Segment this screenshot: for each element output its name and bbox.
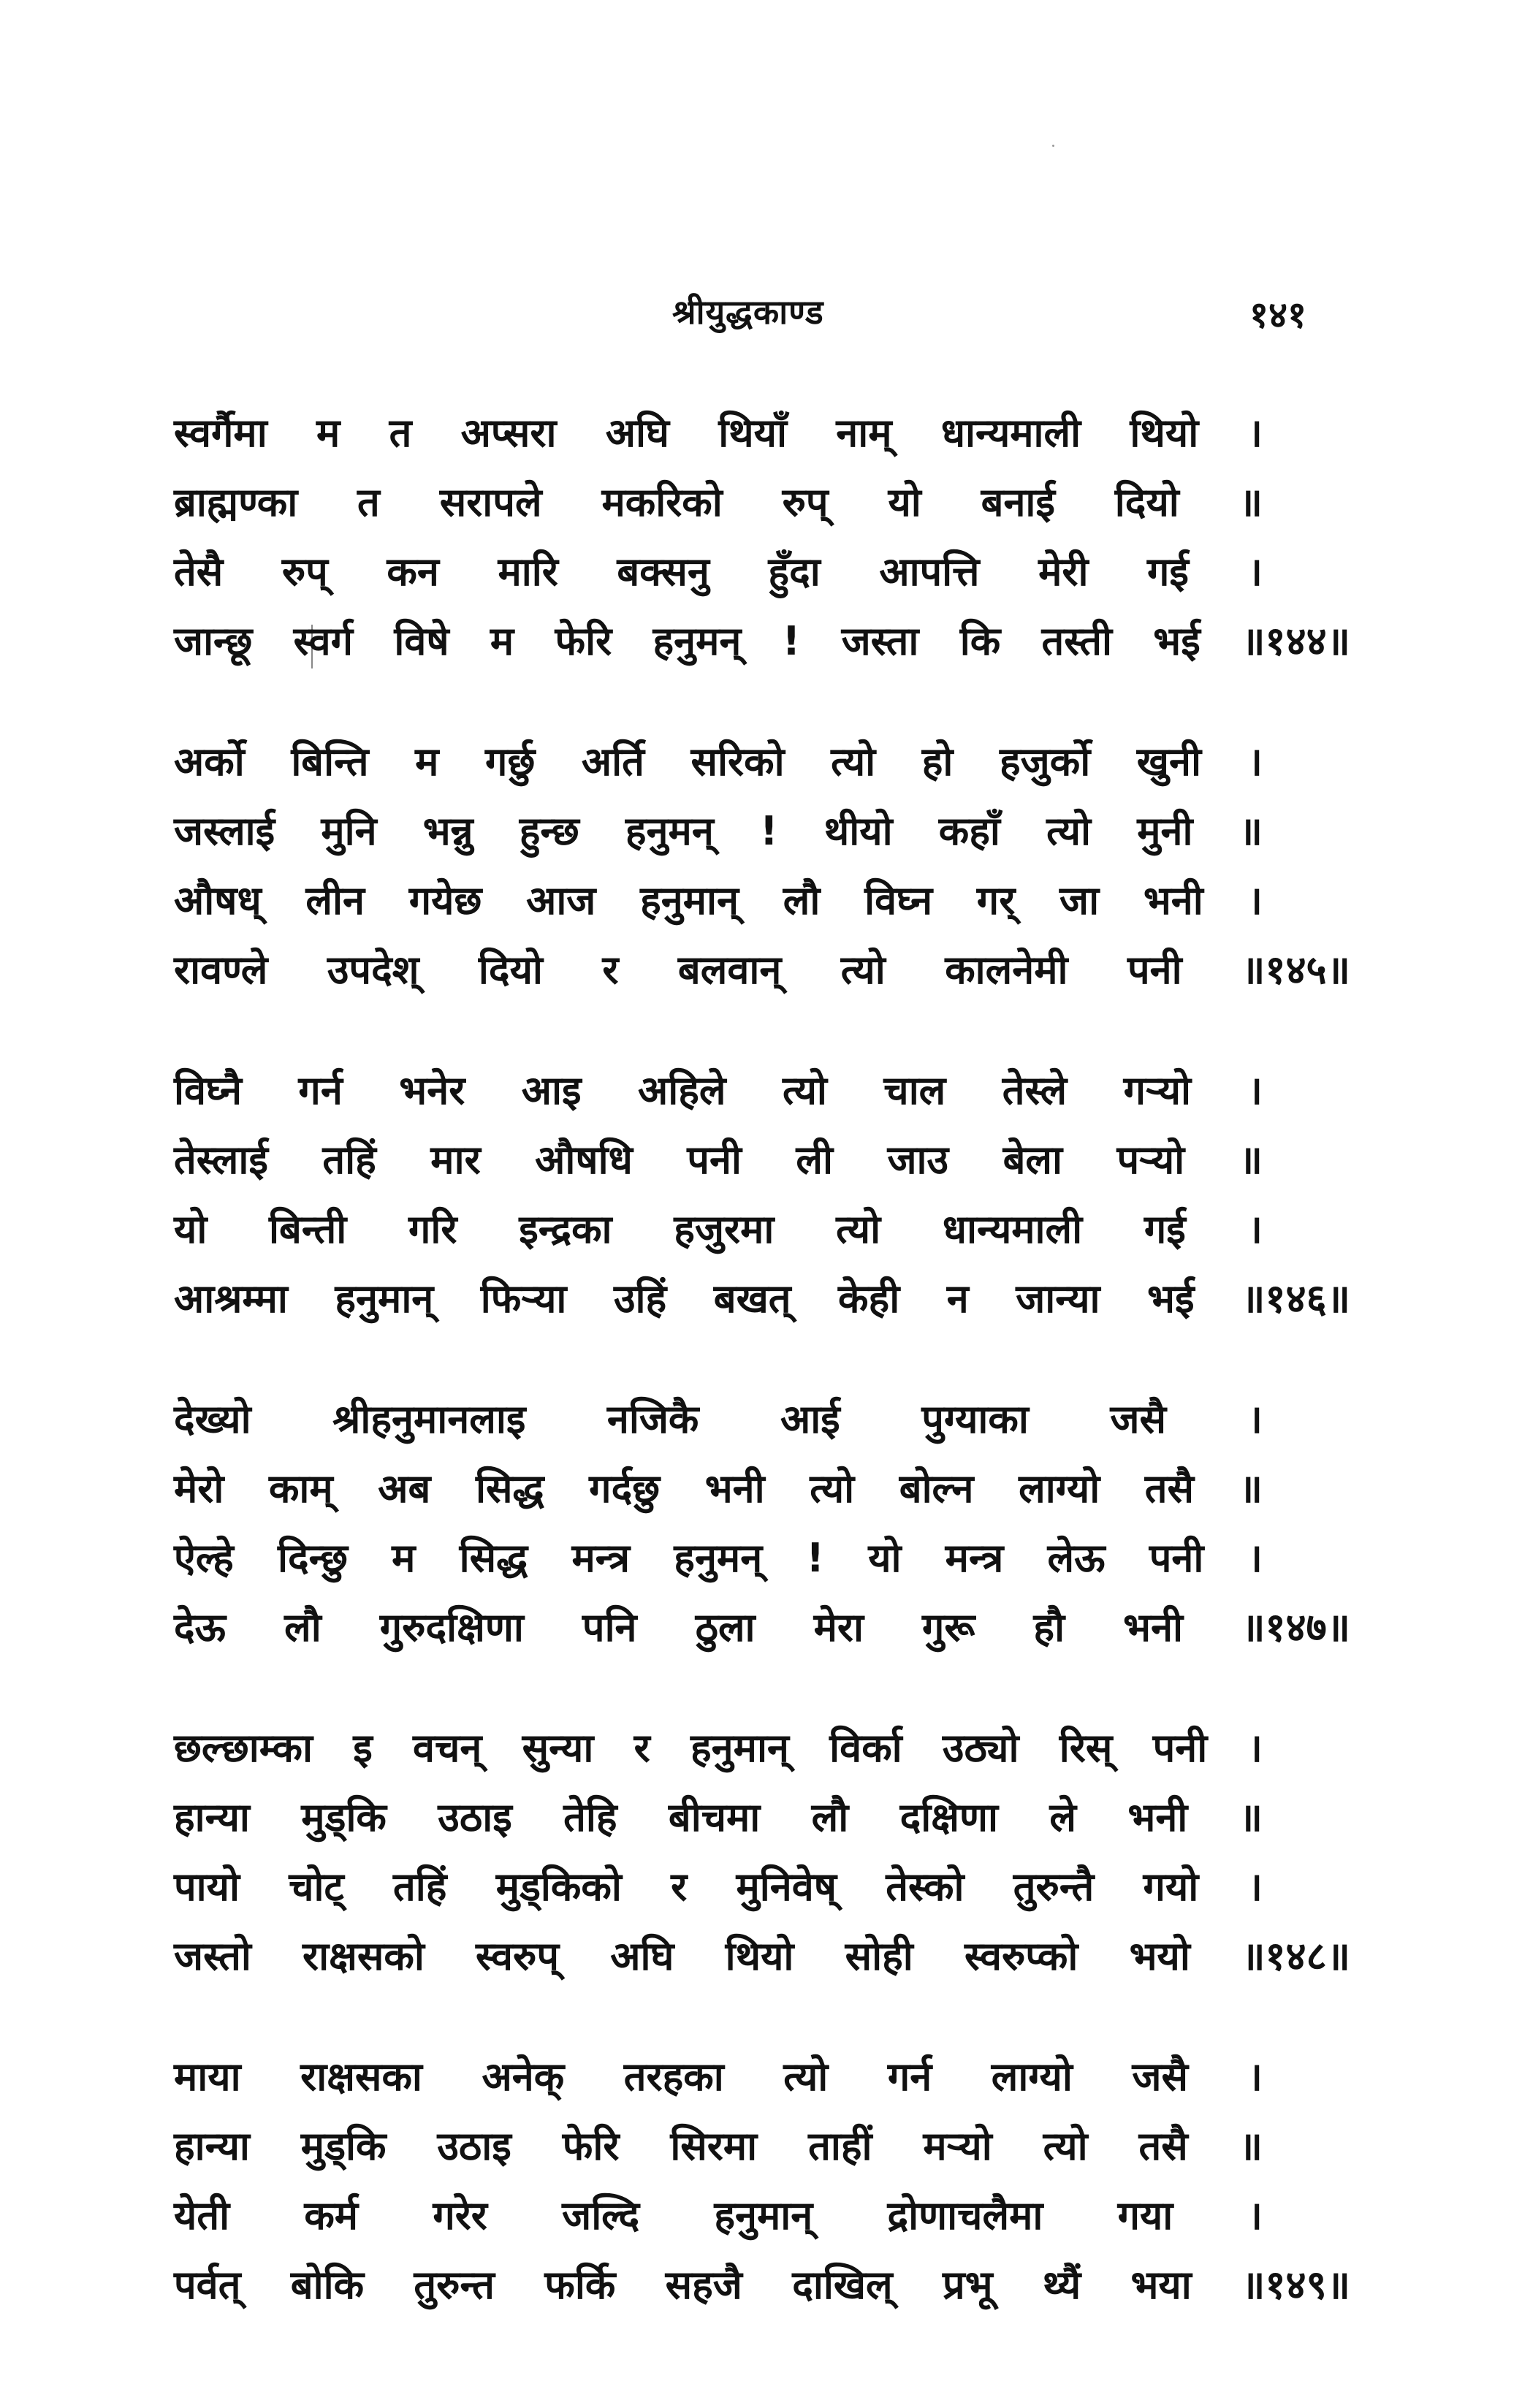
verse-line: तेस्लाई तहिं मार औषधि पनी ली जाउ बेला पऱ्यो ॥ [174, 1137, 1263, 1183]
stanza-145 [174, 727, 1350, 1005]
verse-line: माया राक्षसका अनेक् तरहका त्यो गर्न लाग्यो जसै । [174, 2054, 1263, 2100]
verse-line: देख्यो श्रीहनुमानलाइ नजिकै आई पुग्याका जसै । [174, 1396, 1263, 1442]
verse-line: औषध् लीन गयेछ आज हनुमान् लौ विघ्न गर् जा भनी । [174, 877, 1263, 923]
page-number: १४१ [1249, 294, 1306, 336]
verse-line: तेसै रुप् कन मारि बक्सनु हुँदा आपत्ति मेरी गई । [174, 549, 1263, 595]
verse-line-numbered: देऊ लौ गुरुदक्षिणा पनि ठुला मेरा गुरू हौ भनी ॥१४७॥ [174, 1604, 1350, 1650]
stanza-148 [174, 1713, 1350, 1991]
paper-speck [1052, 145, 1054, 147]
verse-line: ऐल्हे दिन्छु म सिद्ध मन्त्र हनुमन् ! यो मन्त्र लेऊ पनी । [174, 1535, 1263, 1581]
verse-line: स्वर्गैमा म त अप्सरा अघि थियाँ नाम् धान्यमाली थियो । [174, 410, 1263, 456]
verse-line-numbered: जान्छू स्वर्ग विषे म फेरि हनुमन् ! जस्ता कि तस्ती भई ॥१४४॥ [174, 618, 1350, 664]
verse-line: हान्या मुड्कि उठाइ फेरि सिरमा ताहीं मऱ्यो त्यो तसै ॥ [174, 2123, 1263, 2169]
stanza-147 [174, 1384, 1350, 1662]
verse-line: पायो चोट् तहिं मुड्किको र मुनिवेष् तेस्को तुरुन्तै गयो । [174, 1864, 1263, 1910]
verse-line: अर्को बिन्ति म गर्छु अर्ति सरिको त्यो हो हजुर्को खुनी । [174, 739, 1263, 785]
verse-line: यो बिन्ती गरि इन्द्रका हजुरमा त्यो धान्यमाली गई । [174, 1206, 1263, 1252]
verse-line: विघ्नै गर्न भनेर आइ अहिले त्यो चाल तेस्ले गऱ्यो । [174, 1067, 1263, 1113]
verse-line: ब्राह्मण्का त सरापले मकरिको रुप् यो बनाई दियो ॥ [174, 479, 1263, 525]
verse-line-numbered: पर्वत् बोकि तुरुन्त फर्कि सहजै दाखिल् प्रभू थ्यैं भया ॥१४९॥ [174, 2262, 1350, 2308]
stanza-146 [174, 1056, 1350, 1333]
verse-line-numbered: जस्तो राक्षसको स्वरुप् अघि थियो सोही स्वरुप्को भयो ॥१४८॥ [174, 1933, 1350, 1979]
verse-body [174, 398, 1350, 2371]
verse-line: येती कर्म गरेर जल्दि हनुमान् द्रोणाचलैमा गया । [174, 2192, 1263, 2239]
verse-line-numbered: रावण्ले उपदेश् दियो र बलवान् त्यो कालनेमी पनी ॥१४५॥ [174, 947, 1350, 993]
running-head-title: श्रीयुद्धकाण्ड [672, 292, 824, 332]
verse-line: जस्लाई मुनि भन्नु हुन्छ हनुमन् ! थीयो कहाँ त्यो मुनी ॥ [174, 808, 1263, 854]
verse-line: हान्या मुड्कि उठाइ तेहि बीचमा लौ दक्षिणा ले भनी ॥ [174, 1794, 1263, 1840]
stanza-149 [174, 2042, 1350, 2320]
verse-line: मेरो काम् अब सिद्ध गर्दछु भनी त्यो बोल्न लाग्यो तसै ॥ [174, 1466, 1263, 1512]
stanza-144 [174, 398, 1350, 676]
verse-line-numbered: आश्रम्मा हनुमान् फिऱ्या उहिं बखत् केही न जान्या भई ॥१४६॥ [174, 1276, 1350, 1322]
verse-line: छल्छाम्का इ वचन् सुन्या र हनुमान् विर्का उठ्यो रिस् पनी । [174, 1725, 1263, 1771]
